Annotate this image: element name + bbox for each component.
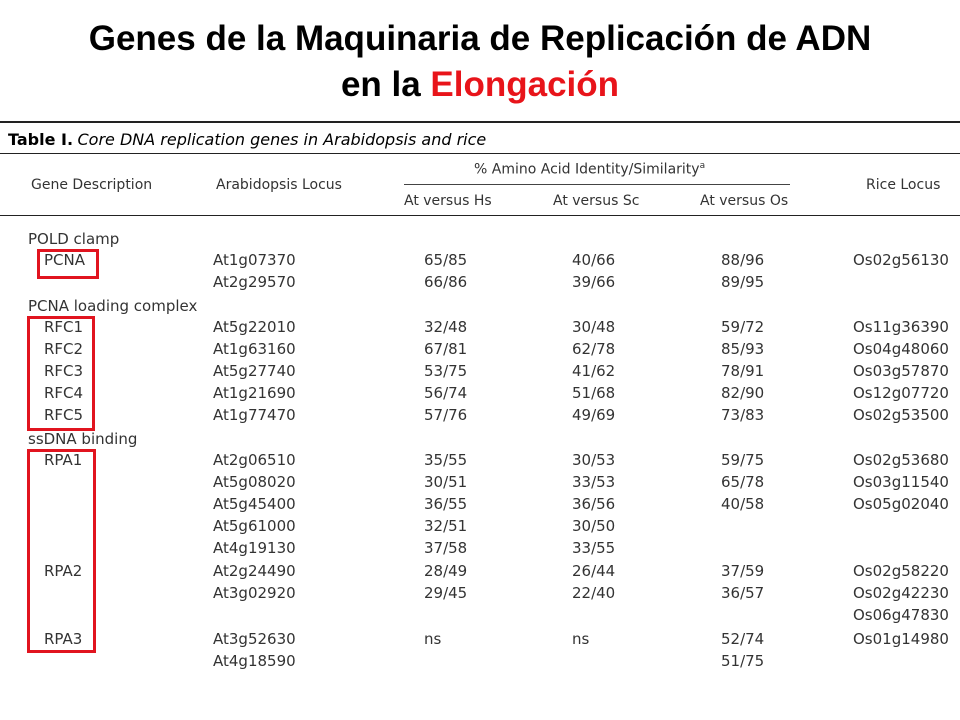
header-at-vs-os: At versus Os (700, 193, 789, 209)
cell-arabidopsis-locus: At1g07370 (213, 251, 296, 269)
cell-rice-locus: Os01g14980 (853, 630, 949, 648)
cell-rice-locus: Os02g56130 (853, 251, 949, 269)
cell-rice-locus: Os02g42230 (853, 584, 949, 602)
cell-at-vs-os: 65/78 (721, 473, 765, 491)
cell-arabidopsis-locus: At2g24490 (213, 562, 296, 580)
header-identity-text: % Amino Acid Identity/Similarity (474, 161, 700, 178)
cell-arabidopsis-locus: At2g06510 (213, 451, 296, 469)
cell-rice-locus: Os02g53500 (853, 406, 949, 424)
cell-gene: RFC5 (44, 406, 84, 424)
cell-arabidopsis-locus: At1g63160 (213, 340, 296, 358)
section-pcna-loading: PCNA loading complex (28, 297, 198, 315)
cell-at-vs-sc: 26/44 (572, 562, 616, 580)
cell-gene: RFC2 (44, 340, 84, 358)
cell-rice-locus: Os03g57870 (853, 362, 949, 380)
cell-at-vs-sc: ns (572, 630, 590, 648)
cell-rice-locus: Os02g53680 (853, 451, 949, 469)
cell-at-vs-hs: 53/75 (424, 362, 468, 380)
cell-rice-locus: Os02g58220 (853, 562, 949, 580)
header-at-vs-hs: At versus Hs (404, 193, 492, 209)
cell-at-vs-os: 51/75 (721, 652, 765, 670)
cell-rice-locus: Os04g48060 (853, 340, 949, 358)
cell-at-vs-os: 59/75 (721, 451, 765, 469)
cell-at-vs-hs: 28/49 (424, 562, 468, 580)
cell-rice-locus: Os12g07720 (853, 384, 949, 402)
cell-arabidopsis-locus: At5g08020 (213, 473, 296, 491)
cell-arabidopsis-locus: At5g27740 (213, 362, 296, 380)
cell-arabidopsis-locus: At5g22010 (213, 318, 296, 336)
cell-gene: RFC3 (44, 362, 84, 380)
cell-arabidopsis-locus: At3g52630 (213, 630, 296, 648)
cell-arabidopsis-locus: At4g18590 (213, 652, 296, 670)
cell-gene: PCNA (44, 251, 86, 269)
cell-rice-locus: Os06g47830 (853, 606, 949, 624)
cell-at-vs-os: 52/74 (721, 630, 765, 648)
cell-at-vs-sc: 30/50 (572, 517, 616, 535)
cell-at-vs-sc: 33/55 (572, 539, 616, 557)
title-line-2 (0, 62, 960, 108)
cell-arabidopsis-locus: At3g02920 (213, 584, 296, 602)
cell-arabidopsis-locus: At1g21690 (213, 384, 296, 402)
header-group-underline (404, 184, 790, 185)
cell-at-vs-sc: 40/66 (572, 251, 616, 269)
cell-at-vs-os: 37/59 (721, 562, 765, 580)
header-arabidopsis-locus: Arabidopsis Locus (216, 177, 342, 193)
highlight-box-rpa (27, 449, 96, 653)
cell-at-vs-hs: 56/74 (424, 384, 468, 402)
header-bottom-rule (0, 215, 960, 216)
slide-title (0, 16, 960, 108)
cell-at-vs-hs: 67/81 (424, 340, 468, 358)
title-line-1: Genes de la Maquinaria de Replicación de ADN (88, 19, 872, 58)
cell-at-vs-sc: 30/53 (572, 451, 616, 469)
cell-rice-locus: Os05g02040 (853, 495, 949, 513)
cell-at-vs-sc: 51/68 (572, 384, 616, 402)
cell-at-vs-os: 59/72 (721, 318, 765, 336)
cell-at-vs-hs: 30/51 (424, 473, 468, 491)
header-at-vs-sc: At versus Sc (553, 193, 640, 209)
table-top-rule (0, 121, 960, 123)
cell-arabidopsis-locus: At2g29570 (213, 273, 296, 291)
cell-arabidopsis-locus: At5g61000 (213, 517, 296, 535)
cell-at-vs-hs: 66/86 (424, 273, 468, 291)
highlight-box-rfc (27, 316, 95, 431)
table-caption-label: Table I. (8, 130, 74, 149)
cell-at-vs-hs: 29/45 (424, 584, 468, 602)
title-line-2-prefix: en la (340, 65, 431, 104)
table-caption-text: Core DNA replication genes in Arabidopsis and rice (77, 130, 487, 149)
cell-at-vs-hs: ns (424, 630, 442, 648)
cell-at-vs-sc: 30/48 (572, 318, 616, 336)
cell-at-vs-sc: 49/69 (572, 406, 616, 424)
cell-gene: RFC4 (44, 384, 84, 402)
cell-gene: RFC1 (44, 318, 84, 336)
cell-at-vs-hs: 32/48 (424, 318, 468, 336)
cell-at-vs-os: 36/57 (721, 584, 765, 602)
header-rice-locus: Rice Locus (866, 177, 941, 193)
header-identity-sup: a (699, 161, 706, 171)
cell-at-vs-sc: 39/66 (572, 273, 616, 291)
cell-at-vs-hs: 65/85 (424, 251, 468, 269)
header-identity-group (474, 161, 705, 178)
cell-at-vs-hs: 35/55 (424, 451, 468, 469)
cell-at-vs-hs: 32/51 (424, 517, 468, 535)
cell-arabidopsis-locus: At5g45400 (213, 495, 296, 513)
title-highlight: Elongación (430, 65, 620, 104)
cell-at-vs-os: 88/96 (721, 251, 765, 269)
cell-at-vs-os: 82/90 (721, 384, 765, 402)
cell-arabidopsis-locus: At1g77470 (213, 406, 296, 424)
cell-at-vs-hs: 57/76 (424, 406, 468, 424)
cell-gene: RPA2 (44, 562, 83, 580)
header-gene-description: Gene Description (31, 177, 153, 193)
header-top-rule (0, 153, 960, 154)
cell-rice-locus: Os11g36390 (853, 318, 949, 336)
cell-at-vs-sc: 62/78 (572, 340, 616, 358)
cell-at-vs-os: 40/58 (721, 495, 765, 513)
cell-at-vs-os: 89/95 (721, 273, 765, 291)
section-ssdna-binding: ssDNA binding (28, 430, 138, 448)
cell-at-vs-os: 78/91 (721, 362, 765, 380)
highlight-box-pcna (37, 249, 99, 279)
table-caption (8, 130, 486, 150)
cell-at-vs-sc: 41/62 (572, 362, 616, 380)
cell-gene: RPA1 (44, 451, 83, 469)
cell-at-vs-os: 73/83 (721, 406, 765, 424)
cell-at-vs-sc: 33/53 (572, 473, 616, 491)
cell-arabidopsis-locus: At4g19130 (213, 539, 296, 557)
cell-at-vs-sc: 22/40 (572, 584, 616, 602)
cell-rice-locus: Os03g11540 (853, 473, 949, 491)
cell-at-vs-os: 85/93 (721, 340, 765, 358)
cell-at-vs-hs: 37/58 (424, 539, 468, 557)
cell-at-vs-sc: 36/56 (572, 495, 616, 513)
cell-at-vs-hs: 36/55 (424, 495, 468, 513)
section-pold-clamp: POLD clamp (28, 230, 120, 248)
cell-gene: RPA3 (44, 630, 83, 648)
